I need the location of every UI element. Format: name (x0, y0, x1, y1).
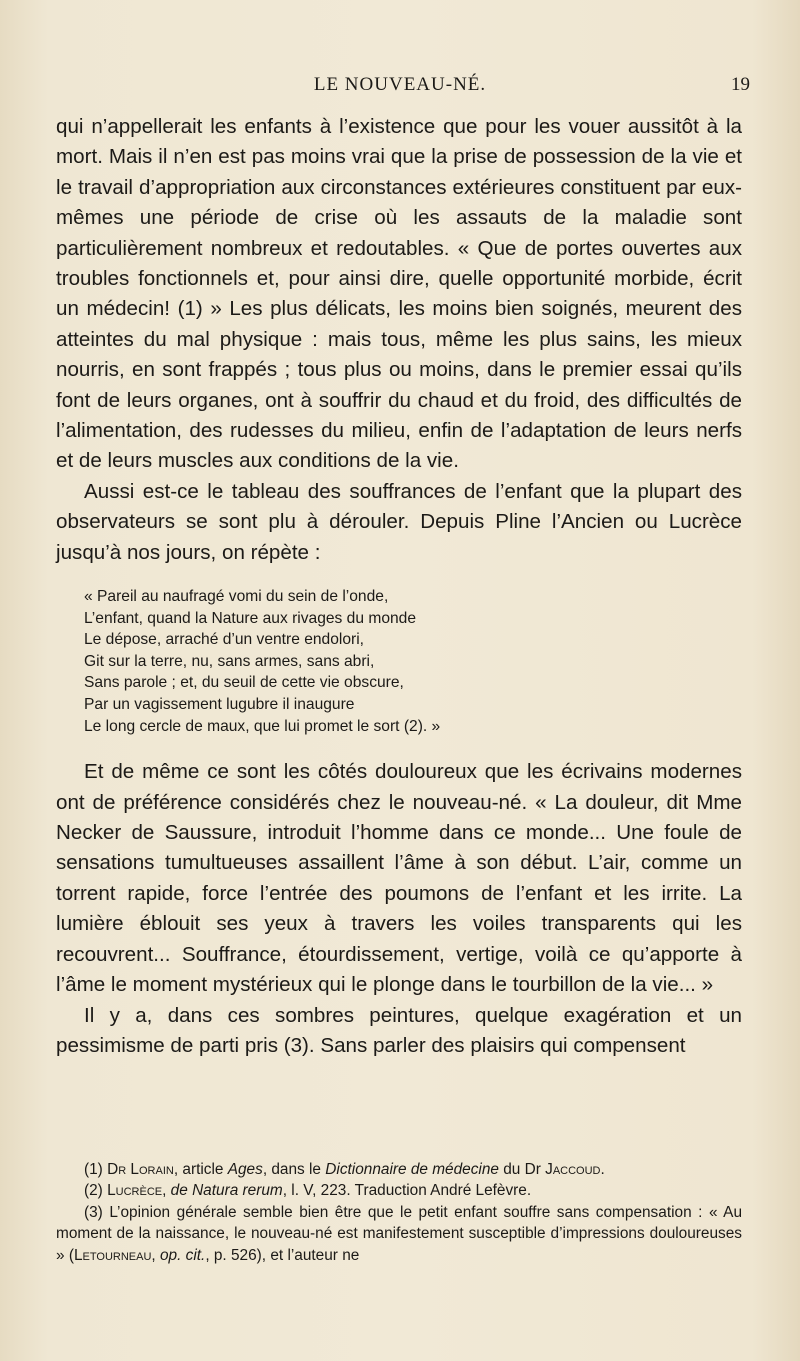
footnote-text: , p. 526), et l’auteur ne (205, 1246, 360, 1264)
verse-line: Sans parole ; et, du seuil de cette vie obscure, (84, 674, 404, 692)
footnote-number: (3) (84, 1203, 103, 1221)
footnote-text: , l. V, 223. Traduction André Lefèvre. (282, 1182, 532, 1200)
verse-line: Le long cercle de maux, que lui promet le sort (2). » (84, 717, 441, 735)
footnotes (56, 1159, 742, 1266)
verse-line: « Pareil au naufragé vomi du sein de l’onde, (84, 588, 389, 606)
footnote-2 (56, 1180, 742, 1201)
footnote-text: , (151, 1246, 160, 1264)
body-text (56, 112, 742, 1061)
footnote-author: Lucrèce (107, 1182, 163, 1200)
verse-line: Git sur la terre, nu, sans armes, sans abri, (84, 652, 375, 670)
footnote-text: , dans le (262, 1161, 326, 1178)
footnote-3 (56, 1202, 742, 1266)
footnote-text: du Dr (498, 1161, 546, 1178)
footnote-ref: op. cit. (159, 1246, 206, 1264)
page-header (0, 74, 800, 104)
footnote-1 (56, 1159, 742, 1180)
verse-line: L’enfant, quand la Nature aux rivages du monde (84, 609, 417, 627)
verse-quotation (84, 586, 742, 737)
footnote-text: , (162, 1182, 171, 1200)
footnote-title: Ages (227, 1161, 263, 1178)
footnote-text: , article (173, 1161, 228, 1178)
footnote-author: Dr Lorain (107, 1161, 174, 1178)
paragraph-2: Aussi est-ce le tableau des souffrances de l’enfant que la plupart des observateurs se sont plu à dérouler. Depuis Pline l’Ancien ou Lucrèce jusqu’à nos jours, on répète : (56, 479, 742, 564)
footnote-number: (2) (84, 1182, 103, 1200)
footnote-number: (1) (84, 1161, 103, 1178)
paragraph-3: Et de même ce sont les côtés douloureux que les écrivains modernes ont de préférence considérés chez le nouveau-né. « La douleur, dit Mme Necker de Saussure, introduit l’homme dans ce monde... Une foule de sensations tumultueuses assaillent l’âme à son début. L’air, comme un torrent rapide, force l’entrée des poumons de l’enfant et les irrite. La lumière éblouit ses yeux à travers les voiles transparents qui les recouvrent... Souffrance, étourdissement, vertige, voilà ce qu’apporte à l’âme le moment mystérieux qui le plonge dans le tourbillon de la vie... » (56, 760, 742, 997)
footnote-work: de Natura rerum (170, 1182, 283, 1200)
page-number: 19 (731, 74, 750, 95)
footnote-work: Dictionnaire de médecine (325, 1161, 499, 1178)
footnote-author: Jaccoud (545, 1161, 601, 1178)
footnote-text: L’opinion générale semble bien être que le petit enfant souffre sans compensation : « Au moment de la naissance, le nouveau-né est manifestement susceptible d’impressions douloureuses » ( (56, 1203, 743, 1264)
footnote-author: Letourneau (73, 1246, 152, 1264)
verse-line: Par un vagissement lugubre il inaugure (84, 696, 355, 714)
verse-line: Le dépose, arraché d’un ventre endolori, (84, 631, 365, 649)
paragraph-4: Il y a, dans ces sombres peintures, quelque exagération et un pessimisme de parti pris (3). Sans parler des plaisirs qui compensent (56, 1003, 742, 1057)
paragraph-1: qui n’appellerait les enfants à l’existence que pour les vouer aussitôt à la mort. Mais il n’en est pas moins vrai que la prise de possession de la vie et le travail d’appropriation aux circonstances extérieures constituent par eux-mêmes une période de crise où les assauts de la maladie sont particulièrement nombreux et redoutables. « Que de portes ouvertes aux troubles fonctionnels et, pour ainsi dire, quelle opportunité morbide, écrit un médecin! (1) » Les plus délicats, les moins bien soignés, meurent des atteintes du mal physique : mais tous, même les plus sains, les mieux nourris, en sont frappés ; tous plus ou moins, dans le premier essai qu’ils font de leurs organes, ont à souffrir du chaud et du froid, des difficultés de l’alimentation, des rudesses du milieu, enfin de l’adaptation de leurs nerfs et de leurs muscles aux conditions de la vie. (56, 115, 742, 473)
footnote-text: . (600, 1161, 605, 1178)
running-head: LE NOUVEAU-NÉ. (313, 74, 487, 95)
